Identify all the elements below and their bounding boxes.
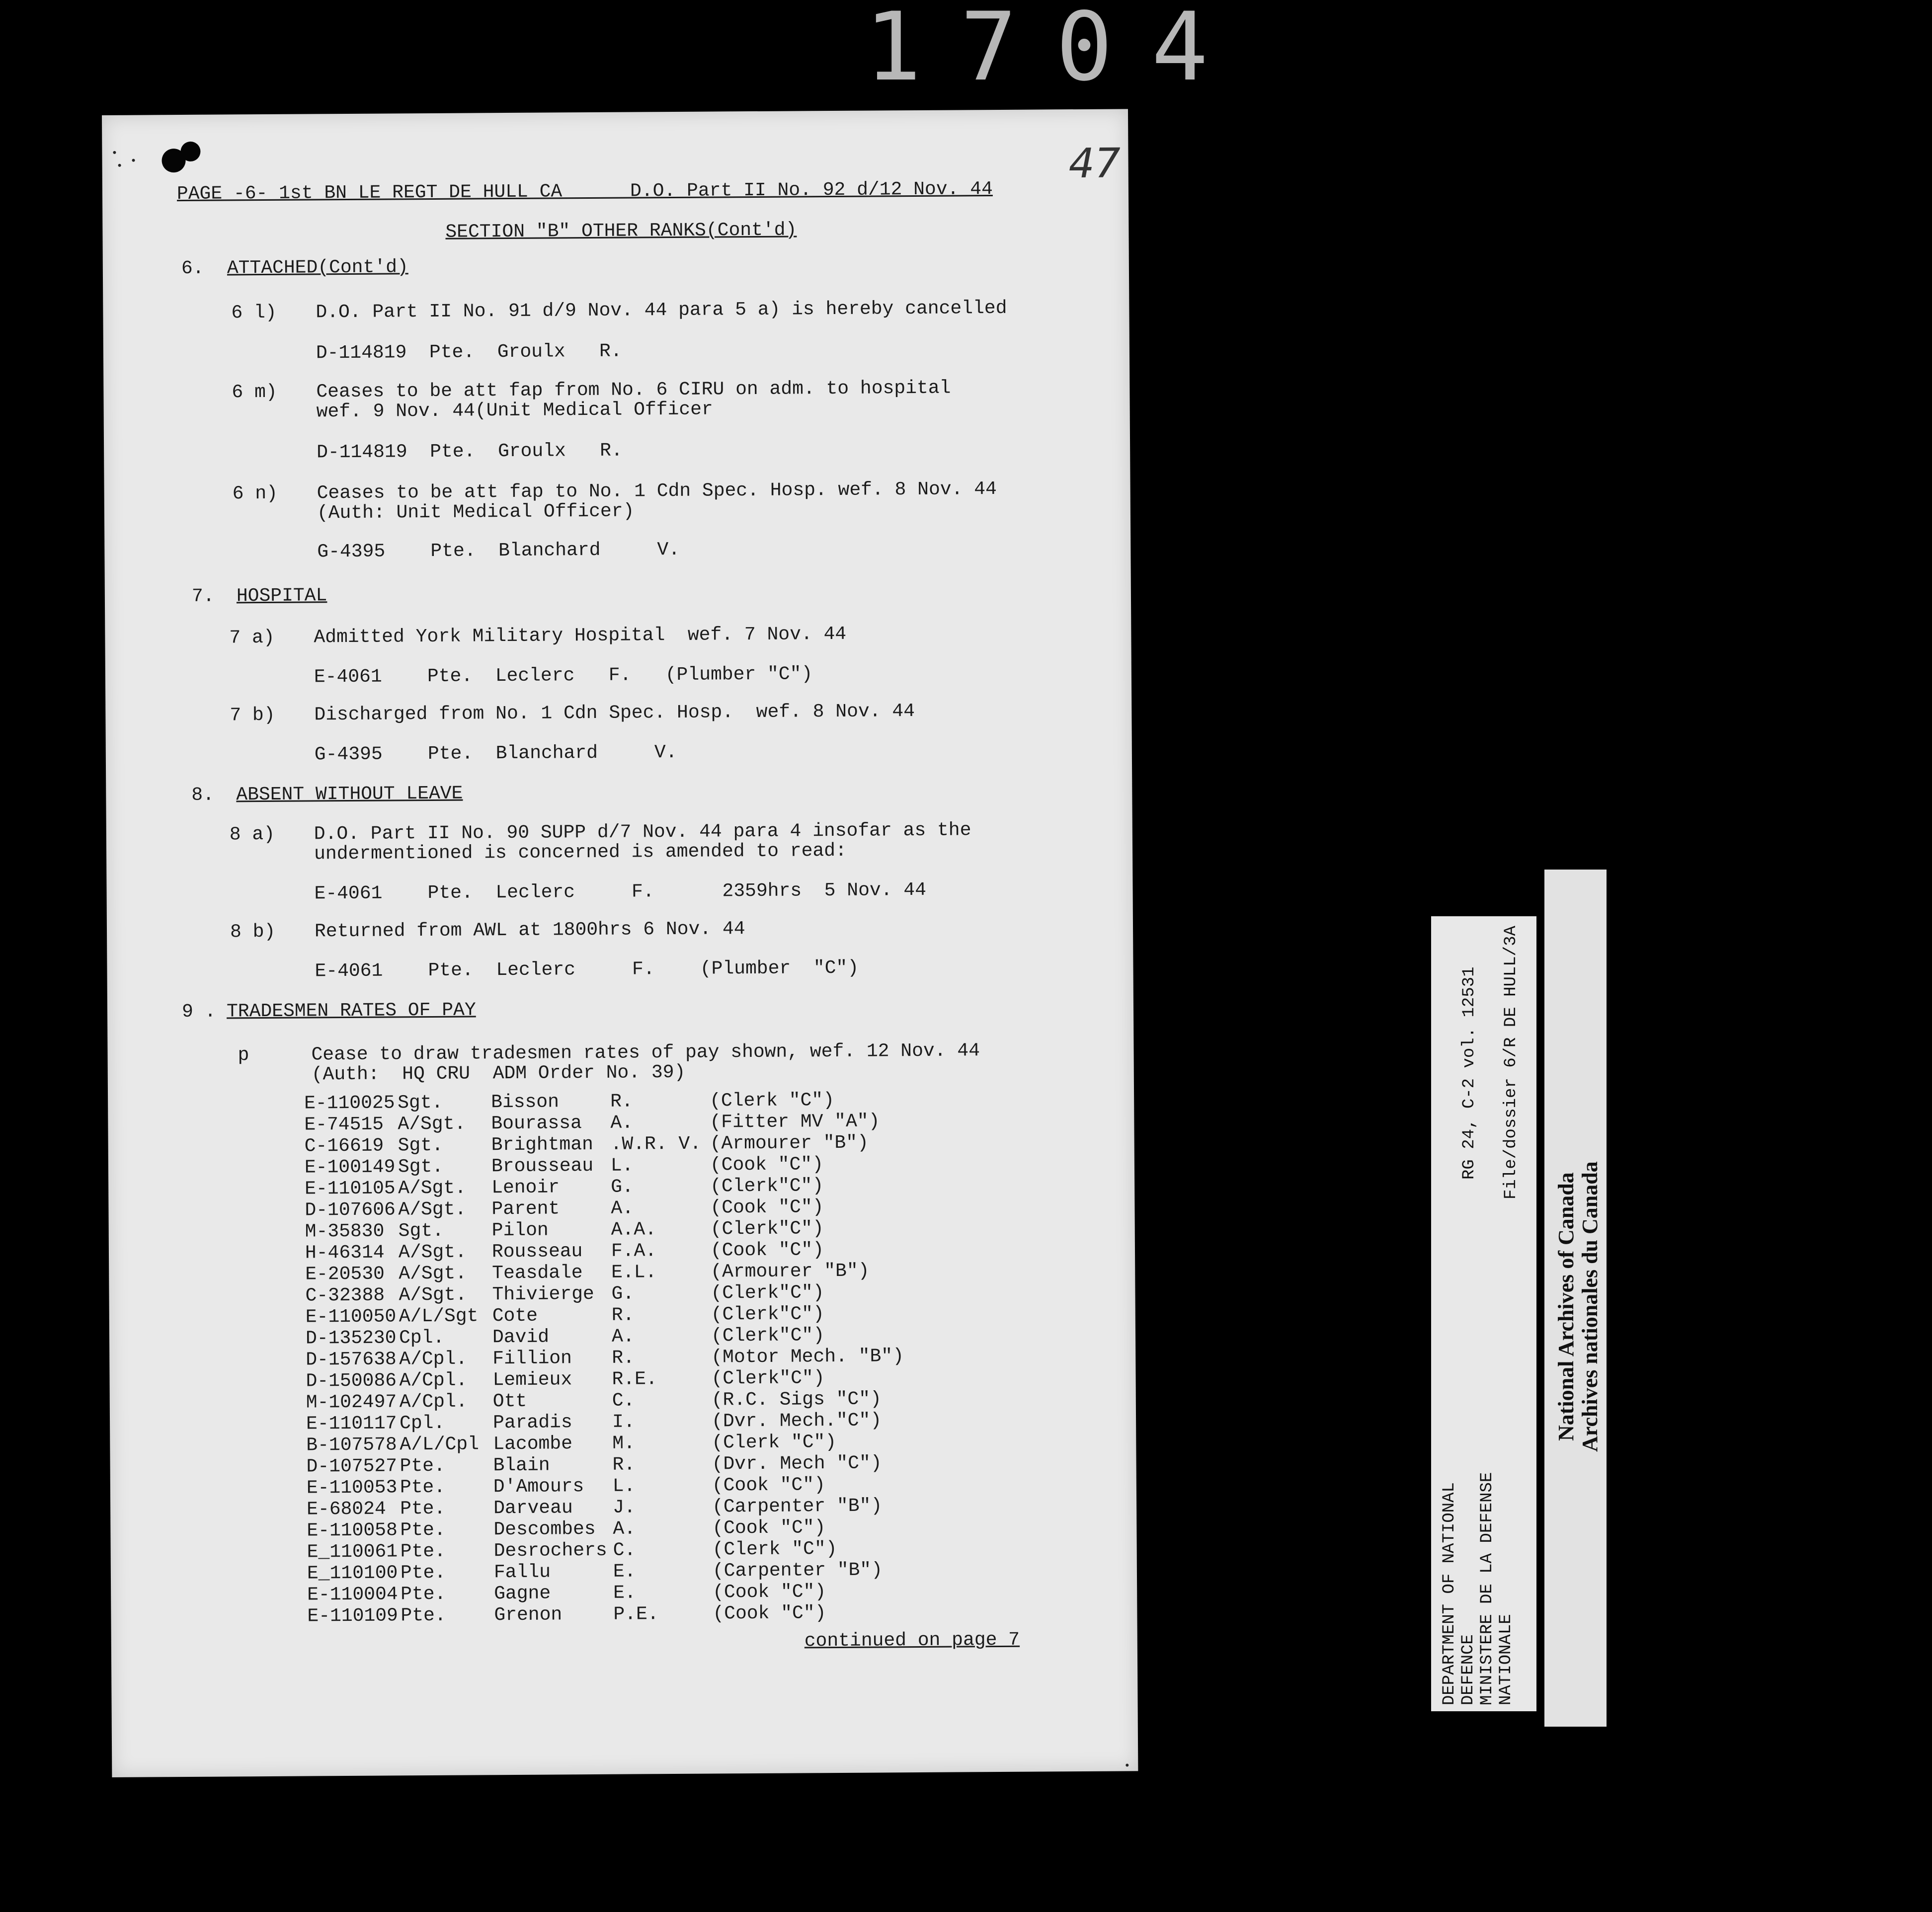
cell-trade: (Dvr. Mech."C") xyxy=(711,1410,882,1433)
para-text: Cease to draw tradesmen rates of pay shown, wef. 12 Nov. 44 xyxy=(311,1040,980,1066)
cell-name: Paradis xyxy=(492,1412,572,1434)
cell-rank: Pte. xyxy=(400,1540,446,1563)
cell-name: Blain xyxy=(493,1454,550,1477)
person-line: D-114819 Pte. Groulx R. xyxy=(317,440,623,464)
section-heading: TRADESMEN RATES OF PAY xyxy=(226,999,476,1023)
cell-rank: A/Cpl. xyxy=(399,1391,468,1413)
table-row xyxy=(307,1495,951,1520)
cell-no: B-107578 xyxy=(306,1434,397,1456)
ink-speck xyxy=(113,151,116,154)
cell-init: L. xyxy=(610,1155,634,1177)
cell-rank: A/Sgt. xyxy=(398,1198,467,1221)
cell-name: D'Amours xyxy=(493,1476,584,1498)
cell-init: R. xyxy=(612,1347,635,1369)
tradesmen-table xyxy=(304,1089,952,1627)
cell-init: .W.R. V. xyxy=(610,1133,702,1155)
cell-trade: (Motor Mech. "B") xyxy=(711,1346,904,1368)
cell-trade: (Carpenter "B") xyxy=(712,1495,883,1518)
cell-no: D-157638 xyxy=(306,1349,397,1371)
cell-init: G. xyxy=(611,1176,634,1198)
cell-trade: (Cook "C") xyxy=(710,1196,824,1219)
cell-rank: Pte. xyxy=(400,1562,446,1584)
para-text: Ceases to be att fap to No. 1 Cdn Spec. Hosp. wef. 8 Nov. 44 xyxy=(317,478,997,504)
archive-reference-label xyxy=(1431,916,1536,1711)
para-id: 7 a) xyxy=(229,627,275,649)
cell-rank: Sgt. xyxy=(398,1092,443,1114)
table-row xyxy=(307,1559,951,1585)
cell-no: M-102497 xyxy=(306,1391,397,1414)
cell-init: R. xyxy=(612,1454,636,1476)
cell-name: Brousseau xyxy=(491,1155,594,1178)
cell-trade: (Cook "C") xyxy=(712,1517,826,1539)
person-line: G-4395 Pte. Blanchard V. xyxy=(317,539,680,563)
cell-rank: Cpl. xyxy=(399,1327,445,1349)
cell-init: F.A. xyxy=(611,1240,657,1262)
ink-speck xyxy=(1126,1763,1128,1766)
cell-no: E-100149 xyxy=(304,1156,396,1179)
cell-init: A.A. xyxy=(611,1219,657,1241)
section-heading: ABSENT WITHOUT LEAVE xyxy=(236,783,463,806)
cell-trade: (Clerk"C") xyxy=(711,1282,824,1304)
para-text: (Auth: Unit Medical Officer) xyxy=(317,500,635,524)
cell-trade: (Cook "C") xyxy=(710,1239,824,1262)
cell-init: A. xyxy=(613,1518,636,1540)
cell-name: Ott xyxy=(492,1390,527,1413)
cell-name: Brightman xyxy=(491,1133,594,1156)
para-text: Ceases to be att fap from No. 6 CIRU on adm. to hospital xyxy=(316,377,951,403)
cell-name: Darveau xyxy=(493,1497,573,1519)
cell-no: E-110050 xyxy=(305,1306,397,1328)
cell-rank: Sgt. xyxy=(398,1134,444,1157)
ink-speck xyxy=(118,164,121,167)
cell-no: D-150086 xyxy=(306,1370,397,1392)
para-id: 7 b) xyxy=(230,704,275,726)
cell-name: Lacombe xyxy=(493,1433,573,1455)
section-number: 8. xyxy=(191,784,215,806)
para-text: D.O. Part II No. 90 SUPP d/7 Nov. 44 para 4 insofar as the xyxy=(314,819,971,845)
cell-no: D-135230 xyxy=(305,1327,397,1350)
person-line: G-4395 Pte. Blanchard V. xyxy=(314,741,677,766)
cell-name: Pilon xyxy=(491,1219,549,1242)
para-text: (Auth: HQ CRU ADM Order No. 39) xyxy=(311,1061,686,1086)
cell-rank: A/Sgt. xyxy=(399,1263,467,1285)
cell-rank: A/Sgt. xyxy=(399,1284,467,1306)
para-text: wef. 9 Nov. 44(Unit Medical Officer xyxy=(316,398,713,423)
cell-init: J. xyxy=(613,1497,636,1518)
section-number: 7. xyxy=(191,585,215,607)
cell-name: Rousseau xyxy=(491,1241,583,1263)
cell-rank: Sgt. xyxy=(398,1156,444,1178)
cell-no: E-68024 xyxy=(307,1498,386,1520)
cell-trade: (Cook "C") xyxy=(713,1602,826,1625)
cell-rank: A/Cpl. xyxy=(399,1369,468,1392)
ink-speck xyxy=(132,159,135,162)
cell-rank: Pte. xyxy=(401,1583,446,1605)
archive-institution-label xyxy=(1544,870,1607,1727)
cell-no: E-110109 xyxy=(307,1605,399,1627)
cell-trade: (Cook "C") xyxy=(710,1154,824,1176)
cell-init: A. xyxy=(611,1197,634,1219)
cell-no: M-35830 xyxy=(305,1220,385,1243)
cell-name: Thivierge xyxy=(492,1283,594,1306)
cell-rank: Pte. xyxy=(400,1476,446,1499)
cell-init: C. xyxy=(612,1390,635,1412)
cell-init: R. xyxy=(611,1304,635,1326)
cell-trade: (Armourer "B") xyxy=(711,1260,870,1283)
section-number: 6. xyxy=(181,257,204,280)
table-row xyxy=(305,1132,949,1157)
para-text: Returned from AWL at 1800hrs 6 Nov. 44 xyxy=(314,918,745,943)
cell-rank: Cpl. xyxy=(399,1412,445,1434)
cell-trade: (Clerk "C") xyxy=(710,1090,835,1112)
section-heading: HOSPITAL xyxy=(236,585,327,607)
cell-rank: A/L/Cpl xyxy=(400,1434,480,1456)
cell-no: D-107527 xyxy=(306,1455,398,1478)
label-institution-en: National Archives of Canada xyxy=(1554,1172,1578,1441)
cell-rank: Sgt. xyxy=(398,1220,444,1242)
cell-rank: A/Sgt. xyxy=(398,1241,467,1264)
cell-init: M. xyxy=(612,1433,636,1454)
cell-no: H-46314 xyxy=(305,1242,385,1264)
cell-name: Fallu xyxy=(493,1561,551,1584)
cell-rank: A/Sgt. xyxy=(398,1177,467,1199)
cell-init: R. xyxy=(610,1091,633,1113)
cell-name: Cote xyxy=(492,1305,538,1327)
para-id: p xyxy=(238,1044,249,1066)
cell-init: E. xyxy=(613,1561,636,1583)
cell-trade: (Cook "C") xyxy=(713,1581,826,1603)
cell-rank: A/Cpl. xyxy=(399,1348,468,1370)
para-text: Admitted York Military Hospital wef. 7 Nov. 44 xyxy=(314,623,847,648)
cell-no: E_110100 xyxy=(307,1562,398,1585)
table-row xyxy=(306,1346,950,1371)
cell-no: C-32388 xyxy=(305,1284,385,1307)
cell-name: Bisson xyxy=(491,1091,560,1114)
section-heading: ATTACHED(Cont'd) xyxy=(227,256,408,279)
cell-no: E-110105 xyxy=(305,1178,396,1200)
label-dept-line1: DEPARTMENT OF NATIONAL xyxy=(1440,1482,1459,1705)
cell-trade: (Carpenter "B") xyxy=(712,1559,883,1582)
cell-no: D-107606 xyxy=(305,1199,396,1221)
document-page xyxy=(102,109,1138,1777)
cell-no: E-110004 xyxy=(307,1584,398,1606)
cell-name: David xyxy=(492,1326,550,1349)
para-text: Discharged from No. 1 Cdn Spec. Hosp. wef. 8 Nov. 44 xyxy=(314,701,915,726)
cell-init: R.E. xyxy=(612,1368,657,1390)
person-line: E-4061 Pte. Leclerc F. (Plumber "C") xyxy=(314,663,813,688)
cell-no: E-110058 xyxy=(307,1519,398,1542)
section-number: 9 . xyxy=(181,1001,216,1023)
cell-trade: (Clerk"C") xyxy=(710,1218,824,1240)
cell-rank: A/Sgt. xyxy=(398,1113,466,1135)
cell-trade: (Clerk"C") xyxy=(710,1175,824,1197)
person-line: E-4061 Pte. Leclerc F. 2359hrs 5 Nov. 44 xyxy=(314,879,927,905)
cell-trade: (Fitter MV "A") xyxy=(710,1111,880,1133)
cell-rank: Pte. xyxy=(400,1519,446,1541)
cell-init: C. xyxy=(613,1539,636,1561)
cell-name: Bourassa xyxy=(491,1113,582,1135)
para-id: 6 m) xyxy=(232,381,277,403)
cell-init: A. xyxy=(610,1112,634,1134)
tradesmen-rows xyxy=(304,1089,952,1627)
cell-rank: Pte. xyxy=(400,1498,446,1520)
cell-init: L. xyxy=(612,1475,636,1497)
para-id: 8 b) xyxy=(230,921,276,943)
continued-note: continued on page 7 xyxy=(804,1629,1020,1652)
label-dept-line2: DEFENCE xyxy=(1459,1634,1478,1705)
cell-no: E-74515 xyxy=(304,1114,384,1136)
cell-name: Fillion xyxy=(492,1348,572,1370)
label-dept-line3: MINISTERE DE LA DEFENSE xyxy=(1478,1472,1497,1705)
cell-rank: A/L/Sgt xyxy=(399,1305,479,1328)
cell-no: E_110061 xyxy=(307,1541,398,1563)
person-line: D-114819 Pte. Groulx R. xyxy=(316,340,622,364)
frame-number: 1704 xyxy=(865,0,1247,102)
label-dept-line4: NATIONALE xyxy=(1497,1614,1516,1705)
cell-init: E. xyxy=(613,1582,636,1604)
label-institution-fr: Archives nationales du Canada xyxy=(1578,1161,1602,1452)
cell-init: P.E. xyxy=(613,1603,659,1625)
cell-no: E-110117 xyxy=(306,1413,397,1435)
para-text: D.O. Part II No. 91 d/9 Nov. 44 para 5 a) is hereby cancelled xyxy=(316,297,1007,323)
person-line: E-4061 Pte. Leclerc F. (Plumber "C") xyxy=(315,957,859,982)
cell-name: Gagne xyxy=(494,1583,551,1605)
cell-name: Teasdale xyxy=(492,1262,583,1284)
label-record-group: RG 24, C-2 vol. 12531 xyxy=(1460,966,1479,1180)
cell-trade: (Clerk "C") xyxy=(712,1538,837,1561)
para-id: 6 l) xyxy=(231,302,277,324)
cell-trade: (R.C. Sigs "C") xyxy=(711,1388,882,1411)
label-file-dossier: File/dossier 6/R DE HULL/3A xyxy=(1502,926,1521,1199)
section-title: SECTION "B" OTHER RANKS(Cont'd) xyxy=(445,219,797,243)
cell-no: E-110025 xyxy=(304,1092,395,1115)
cell-trade: (Dvr. Mech "C") xyxy=(712,1452,882,1475)
cell-name: Desrochers xyxy=(493,1539,607,1562)
cell-rank: Pte. xyxy=(400,1455,445,1477)
cell-trade: (Clerk "C") xyxy=(712,1432,837,1454)
para-id: 8 a) xyxy=(229,823,275,846)
table-row xyxy=(307,1602,951,1627)
cell-name: Lemieux xyxy=(492,1369,572,1391)
cell-no: C-16619 xyxy=(304,1135,384,1157)
cell-no: E-20530 xyxy=(305,1263,385,1285)
cell-name: Parent xyxy=(491,1198,560,1220)
cell-init: G. xyxy=(611,1283,635,1305)
cell-trade: (Clerk"C") xyxy=(711,1303,824,1326)
cell-name: Descombes xyxy=(493,1518,596,1541)
para-text: undermentioned is concerned is amended to read: xyxy=(314,840,847,865)
cell-name: Grenon xyxy=(494,1604,563,1626)
cell-trade: (Clerk"C") xyxy=(711,1367,825,1390)
cell-trade: (Cook "C") xyxy=(712,1474,826,1497)
cell-init: A. xyxy=(611,1326,635,1348)
table-row xyxy=(306,1410,950,1435)
cell-rank: Pte. xyxy=(401,1604,446,1627)
cell-init: E.L. xyxy=(611,1262,657,1283)
document-header: PAGE -6- 1st BN LE REGT DE HULL CA D.O. Part II No. 92 d/12 Nov. 44 xyxy=(176,178,993,205)
punch-hole xyxy=(180,142,200,161)
cell-name: Lenoir xyxy=(491,1177,560,1199)
cell-no: E-110053 xyxy=(306,1477,398,1499)
page-mark: 47 xyxy=(1068,140,1121,188)
cell-trade: (Clerk"C") xyxy=(711,1325,825,1347)
cell-init: I. xyxy=(612,1411,635,1433)
table-row xyxy=(306,1452,950,1478)
cell-trade: (Armourer "B") xyxy=(710,1132,869,1155)
para-id: 6 n) xyxy=(232,482,278,505)
table-row xyxy=(305,1260,949,1285)
